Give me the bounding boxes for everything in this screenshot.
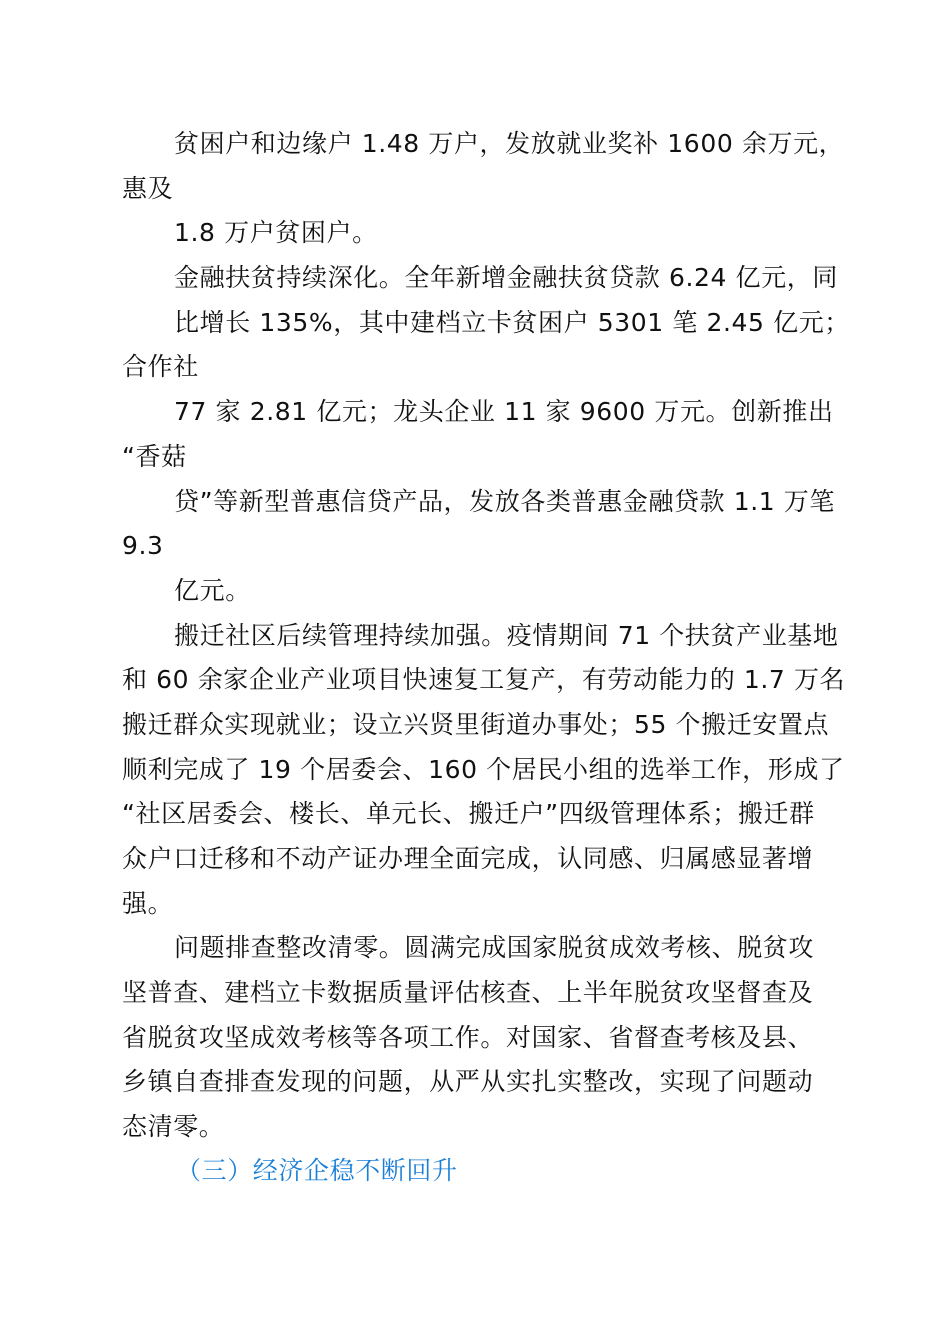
text-line: 金融扶贫持续深化。全年新增金融扶贫贷款 6.24 亿元，同	[174, 263, 838, 292]
text-line: 乡镇自查排查发现的问题，从严从实扎实整改，实现了问题动	[122, 1067, 814, 1096]
text-line: 强。	[122, 889, 174, 918]
text-line: 省脱贫攻坚成效考核等各项工作。对国家、省督查考核及县、	[122, 1023, 814, 1052]
text-line: 顺利完成了 19 个居委会、160 个居民小组的选举工作，形成了	[122, 755, 845, 784]
text-line: 1.8 万户贫困户。	[174, 218, 378, 247]
text-line: 惠及	[122, 174, 174, 203]
text-line: 贷”等新型普惠信贷产品，发放各类普惠金融贷款 1.1 万笔	[174, 487, 836, 516]
text-line: 搬迁社区后续管理持续加强。疫情期间 71 个扶贫产业基地	[174, 621, 839, 650]
text-line: 9.3	[122, 531, 164, 560]
text-line: “香菇	[122, 442, 187, 471]
text-line: 比增长 135%，其中建档立卡贫困户 5301 笔 2.45 亿元；	[174, 308, 850, 337]
text-line: 搬迁群众实现就业；设立兴贤里街道办事处；55 个搬迁安置点	[122, 710, 830, 739]
text-line: 问题排查整改清零。圆满完成国家脱贫成效考核、脱贫攻	[174, 933, 815, 962]
text-line: 众户口迁移和不动产证办理全面完成，认同感、归属感显著增	[122, 844, 814, 873]
text-line: 态清零。	[122, 1112, 225, 1141]
text-line: 坚普查、建档立卡数据质量评估核查、上半年脱贫攻坚督查及	[122, 978, 814, 1007]
text-line: 和 60 余家企业产业项目快速复工复产，有劳动能力的 1.7 万名	[122, 665, 846, 694]
text-line: 亿元。	[174, 576, 251, 605]
text-line: “社区居委会、楼长、单元长、搬迁户”四级管理体系；搬迁群	[122, 799, 815, 828]
text-line: 贫困户和边缘户 1.48 万户，发放就业奖补 1600 余万元，	[174, 129, 845, 158]
text-line: 合作社	[122, 352, 199, 381]
text-line: 77 家 2.81 亿元；龙头企业 11 家 9600 万元。创新推出	[174, 397, 834, 426]
section-heading: （三）经济企稳不断回升	[176, 1156, 458, 1185]
